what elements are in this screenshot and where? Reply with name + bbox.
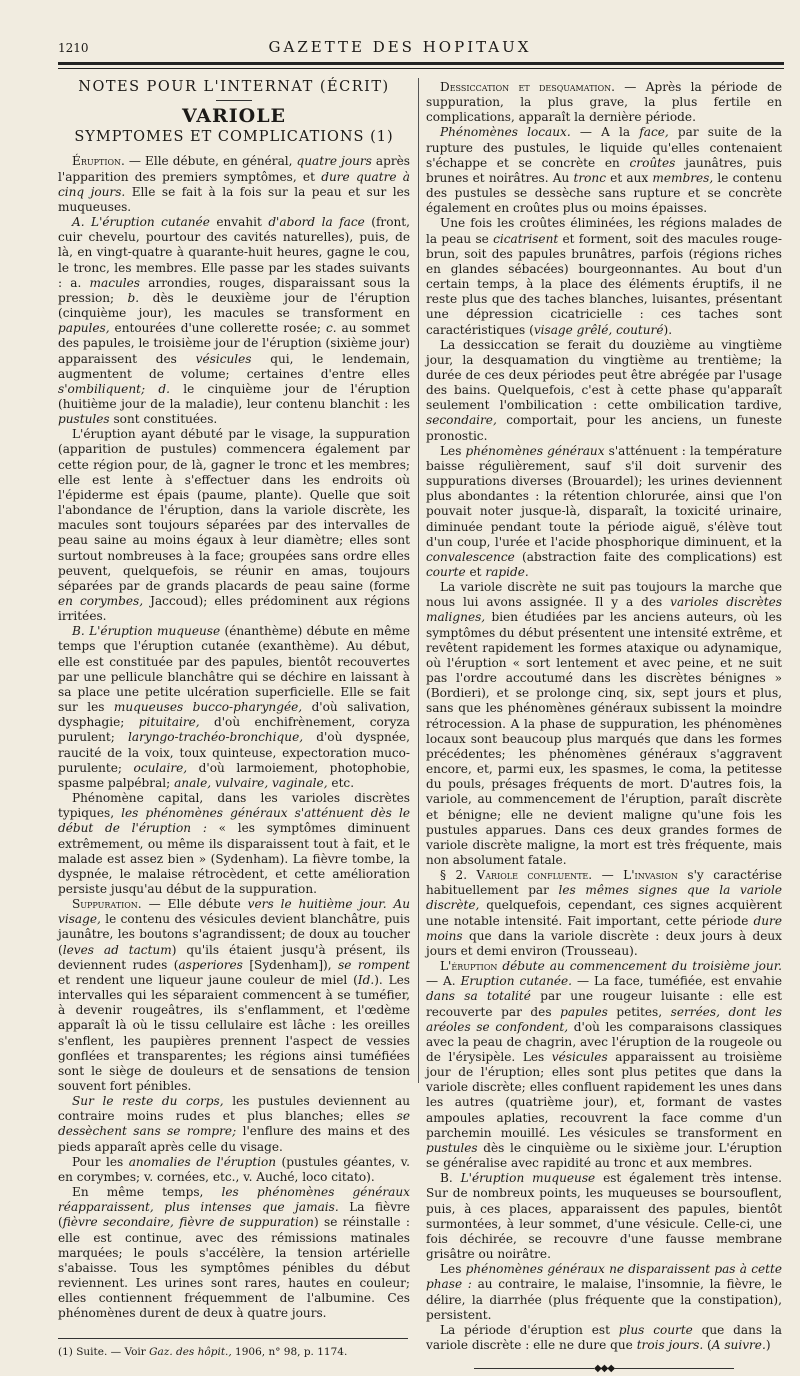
run: ) qu'ils étaient jusqu'à présent, ils deviennent rudes ( bbox=[58, 942, 410, 972]
paragraph-dessiccation bbox=[426, 80, 782, 125]
run-italic: b. bbox=[127, 290, 140, 305]
run-italic: dans sa totalité bbox=[426, 989, 531, 1004]
run-italic: phénomènes généraux bbox=[465, 443, 605, 458]
run-italic: Phénomènes locaux. bbox=[440, 125, 571, 140]
run-italic: cicatrisent bbox=[493, 231, 559, 246]
run-italic: oculaire, bbox=[133, 760, 188, 775]
run-italic: dure quatre à cinq jours. bbox=[58, 169, 410, 199]
run: — bbox=[592, 868, 624, 883]
run: Elle se fait à la fois sur la peau et sur les muqueuses. bbox=[58, 184, 411, 214]
run: et aux bbox=[605, 170, 653, 185]
run-head: Variole confluente. bbox=[476, 868, 593, 883]
paragraph-attenuent bbox=[426, 444, 782, 580]
end-ornament: ◆◆◆ bbox=[426, 1361, 782, 1376]
run-italic: Sur le reste du corps, bbox=[72, 1094, 224, 1109]
run-italic: secondaire, bbox=[426, 413, 497, 428]
paragraph-periode-eruption bbox=[426, 1323, 782, 1353]
run: et forment, soit des macules rouge-brun, soit des papules brunâtres, parfois (régions riches en glandes sébacées) bourgeonnantes. Au bout d'un certain temps, à la place des éléments éruptifs, il ne reste plus que des taches blanches, luisantes, présentant une dépression cicatricielle : ces taches sont caractéristiques ( bbox=[426, 231, 782, 337]
run-italic: visage grêlé, couturé bbox=[533, 322, 664, 337]
run-italic: s'ombiliquent; bbox=[58, 381, 146, 396]
run-italic: papules, bbox=[58, 321, 110, 336]
run: par suite de la rupture des pustules, le liquide qu'elles contenaient s'échappe et se concrète en bbox=[426, 125, 782, 170]
run-italic: courte bbox=[426, 565, 466, 579]
run: d'où salivation, dysphagie; bbox=[58, 700, 410, 730]
run: (énanthème) débute en même temps que l'éruption cutanée (exanthème). Au début, elle est constituée par des papules, bientôt recouvertes par une pellicule blanchâtre qui se déchire en laissant à sa place une petite ulcération superficielle. Elle se fait sur les bbox=[58, 624, 410, 715]
run: le cinquième jour de l'éruption (huitième jour de la maladie), leur contenu blanchit : les bbox=[58, 381, 410, 411]
run-italic: tronc bbox=[573, 170, 606, 185]
run-italic: muqueuses bucco-pharyngée, bbox=[113, 700, 303, 715]
paragraph-eruption bbox=[58, 154, 410, 215]
paragraph-reste-du-corps bbox=[58, 1094, 410, 1155]
run-italic: pustules bbox=[58, 412, 110, 427]
run-italic: anale, vulvaire, vaginale, bbox=[174, 775, 328, 790]
run-head: Éruption. bbox=[72, 154, 125, 169]
run-italic: A. bbox=[72, 215, 92, 230]
run-italic: face, bbox=[639, 125, 669, 140]
run: dès le cinquième ou le sixième jour. L'éruption se généralise avec rapidité au tronc et aux membres. bbox=[426, 1140, 782, 1171]
paragraph-phenomenes-locaux bbox=[426, 125, 782, 216]
paragraph-meme-temps bbox=[58, 1185, 410, 1321]
run-italic: vésicules bbox=[195, 351, 252, 366]
run: Phénomène capital, dans les varioles discrètes typiques, bbox=[58, 791, 410, 821]
run: En même temps, bbox=[72, 1185, 222, 1200]
run: — A la bbox=[570, 125, 640, 140]
paragraph-suppuration bbox=[58, 897, 410, 1094]
paragraph-variole-confluente bbox=[426, 868, 782, 959]
run: 1906, n° 98, p. 1174. bbox=[231, 1345, 348, 1358]
paragraph-face bbox=[58, 427, 410, 624]
run-italic: les mêmes signes que la variole discrète, bbox=[426, 883, 782, 913]
run: La période d'éruption est bbox=[440, 1322, 619, 1337]
run-italic: Eruption cutanée. bbox=[460, 974, 573, 989]
run-italic: se dessèchent sans se rompre; bbox=[58, 1109, 410, 1139]
run-head: L'invasion bbox=[623, 868, 678, 883]
run: comportait, pour les anciens, un funeste pronostic. bbox=[426, 413, 782, 443]
run: envahit bbox=[209, 215, 269, 230]
run-italic: macules bbox=[89, 275, 141, 290]
run bbox=[145, 382, 158, 396]
run: le contenu des pustules se dessèche sans rupture et se concrète également en croûtes plus ou moins épaisses. bbox=[426, 170, 783, 216]
run: ). Les intervalles qui les séparaient commencent à se tuméfier, à devenir rougeâtres, ils s'enflamment, et l'œdème apparaît là où le tissu cellulaire est lâche : les oreilles s'enflent, les paupières prennent l'aspect de vessies gonflées et transparentes; les régions ainsi tuméfiées sont le siège de douleurs et de sensations de tension souvent fort pénibles. bbox=[58, 972, 410, 1093]
run-italic: rapide. bbox=[485, 565, 529, 579]
run-italic: vers le huitième jour. Au visage, bbox=[58, 897, 410, 927]
run: Les bbox=[440, 443, 466, 458]
run: au sommet des papules, le troisième jour de l'éruption (sixième jour) apparaissent des bbox=[58, 321, 410, 366]
column-divider bbox=[418, 78, 419, 1083]
run-italic: leves ad tactum bbox=[62, 942, 172, 957]
run-italic: se rompent bbox=[338, 957, 410, 972]
header-rule-thick bbox=[58, 62, 784, 65]
paragraph-muqueuse-confluente bbox=[426, 1171, 782, 1262]
page-number: 1210 bbox=[58, 41, 89, 55]
footnote-rule bbox=[58, 1338, 408, 1339]
run: bien étudiées par les anciens auteurs, où les symptômes du début présentent une intensité extrême, et revêtent rapidement les formes ataxique ou adynamique, où l'éruption « sort lentement et avec peine, et ne suit pas l'ordre accoutumé dans les discrètes bénignes » (Bordieri), et se prolonge cinq, six, sept jours et plus, sans que les phénomènes généraux subissent la moindre rétrocession. A la phase de suppuration, les phénomènes locaux sont beaucoup plus marqués que dans les formes précédentes; les phénomènes généraux s'aggravent encore, et, parmi eux, les spasmes, le coma, la petitesse du pouls, présages fréquents de mort. D'autres fois, la variole, au commencement de l'éruption, paraît discrète et bénigne; elle ne devient maligne qu'une fois les pustules apparues. Dans ces deux grandes formes de variole discrète maligne, la mort est très fréquente, mais non absolument fatale. bbox=[426, 610, 782, 867]
run: que dans la variole discrète : elle ne dure que bbox=[426, 1322, 782, 1352]
run: jaunâtres, puis brunes et noirâtres. Au bbox=[426, 155, 782, 185]
run: quelquefois, cependant, ces signes acquièrent une notable intensité. Fait important, cette période bbox=[426, 898, 782, 928]
run: (abstraction faite des complications) est bbox=[514, 549, 782, 564]
run: et rendent une liqueur jaune couleur de miel ( bbox=[58, 972, 358, 987]
run-italic: débute au commencement du troisième jour. bbox=[497, 959, 782, 974]
run: — Elle débute bbox=[141, 897, 248, 912]
run: ). bbox=[663, 322, 673, 337]
run: La dessiccation se ferait du douzième au vingtième jour, la desquamation du vingtième au trentième; la durée de ces deux périodes peut être abrégée par l'usage des bains. Quelquefois, c'est à cette phase qu'apparaît seulement l'ombilication : cette ombilication tardive, bbox=[426, 337, 782, 413]
run: est également très intense. Sur de nombreux points, les muqueuses se boursouflent, puis, à ces places, apparaissent des papules, bientôt surmontées, à leur sommet, d'une vésicule. Celle-ci, une fois déchirée, se recouvre d'une fausse membrane grisâtre ou noirâtre. bbox=[426, 1171, 782, 1262]
paragraph-eruption-muqueuse bbox=[58, 624, 410, 791]
run-italic: croûtes bbox=[629, 155, 676, 170]
run: d'où dyspnée, raucité de la voix, toux quinteuse, expectoration muco-purulente; bbox=[58, 730, 410, 775]
run: [Sydenham]), bbox=[242, 957, 339, 972]
run-italic: membres, bbox=[652, 170, 714, 185]
run: Une fois les croûtes éliminées, les régions malades de la peau se bbox=[426, 216, 782, 246]
run: au contraire, le malaise, l'insomnie, la fièvre, le délire, la diarrhée (plus fréquente que la constipation), persistent. bbox=[426, 1277, 782, 1322]
run: arrondies, rouges, disparaissant sous la pression; bbox=[58, 275, 410, 305]
run-italic: L'éruption cutanée bbox=[91, 215, 210, 230]
run: Les bbox=[440, 1262, 466, 1277]
run: et bbox=[465, 565, 486, 579]
run-italic: varioles discrètes malignes, bbox=[426, 595, 782, 625]
run: B. bbox=[440, 1171, 461, 1186]
run-italic: A suivre. bbox=[711, 1337, 766, 1352]
run-italic: B. bbox=[72, 624, 90, 639]
run-italic: pituitaire, bbox=[138, 715, 200, 730]
run-italic: L'éruption muqueuse bbox=[460, 1171, 596, 1186]
run: qui, le lendemain, augmentent de volume; certaines d'entre elles bbox=[58, 351, 410, 381]
paragraph-anomalies bbox=[58, 1155, 410, 1185]
run-italic: vésicules bbox=[551, 1050, 608, 1064]
section-heading: NOTES POUR L'INTERNAT (ÉCRIT) bbox=[78, 79, 390, 95]
paragraph-marche bbox=[426, 580, 782, 868]
run-italic: L'éruption muqueuse bbox=[89, 624, 221, 639]
run: — Après la période de suppuration, la plus grave, la plus fertile en complications, apparaît la dernière période. bbox=[426, 80, 783, 125]
title-rule bbox=[216, 100, 252, 101]
run: (pustules géantes, v. en corymbes; v. cornées, etc., v. Auché, loco citato). bbox=[58, 1154, 411, 1184]
paragraph-dessiccation-duree bbox=[426, 338, 782, 444]
run: (1) Suite. — Voir bbox=[58, 1345, 150, 1358]
run: ( bbox=[703, 1337, 712, 1352]
run-italic: c. bbox=[325, 321, 337, 336]
run-italic: Id. bbox=[357, 972, 375, 987]
run-italic: papules bbox=[560, 1004, 608, 1019]
run-italic: fièvre secondaire, fièvre de suppuration bbox=[62, 1215, 314, 1230]
run-italic: laryngo-trachéo-bronchique, bbox=[128, 730, 304, 745]
paragraph-croutes bbox=[426, 216, 782, 337]
run-head: L'éruption bbox=[440, 959, 498, 974]
run: apparaissent au troisième jour de l'éruption; elles sont plus petites que dans la variole discrète; elles confluent rapidement les unes dans les autres (quatrième jour), et, formant de vastes ampoules aplaties, recouvrent la face comme d'un parchemin mouillé. Les vésicules se transforment en bbox=[426, 1050, 782, 1140]
run-italic: les phénomènes généraux réapparaissent, plus intenses que jamais. bbox=[58, 1185, 410, 1215]
run: La variole discrète ne suit pas toujours la marche que nous lui avons assignée. Il y a des bbox=[426, 580, 782, 610]
run: dès le deuxième jour de l'éruption (cinquième jour), les macules se transforment en bbox=[58, 290, 411, 321]
run: ) bbox=[765, 1337, 771, 1352]
article-title: VARIOLE bbox=[181, 105, 287, 128]
run: sont constituées. bbox=[109, 412, 218, 427]
left-column bbox=[58, 80, 410, 1360]
run: (front, cuir chevelu, pourtour des cavités naturelles), puis, de là, en vingt-quatre à quarante-huit heures, gagne le cou, le tronc, les membres. Elle passe par les stades suivants : a. bbox=[58, 215, 410, 290]
run-italic: pustules bbox=[426, 1140, 478, 1155]
run: les pustules deviennent au contraire moins rudes et plus blanches; elles bbox=[58, 1094, 410, 1124]
paragraph-generaux-confluente bbox=[426, 1262, 782, 1323]
footnote bbox=[58, 1345, 410, 1360]
run-italic: en corymbes, bbox=[58, 594, 144, 608]
run-italic: trois jours. bbox=[636, 1337, 704, 1352]
run: par une rougeur luisante : elle est recouverte par des bbox=[426, 989, 782, 1019]
run: l'enflure des mains et des pieds apparaît après celle du visage. bbox=[58, 1124, 410, 1154]
run: petites, bbox=[607, 1004, 671, 1019]
run: le contenu des vésicules devient blanchâtre, puis jaunâtre, les boutons s'agrandissent; de doux au toucher ( bbox=[58, 912, 410, 957]
run: entourées d'une collerette rosée; bbox=[109, 321, 326, 336]
paragraph-eruption-cutanee bbox=[58, 215, 410, 427]
run-italic: phénomènes généraux ne disparaissent pas à cette phase : bbox=[426, 1262, 782, 1292]
run: Jaccoud); elles prédominent aux régions irritées. bbox=[58, 594, 411, 624]
run-italic: Gaz. des hôpit., bbox=[149, 1345, 232, 1358]
run: d'où larmoiement, photophobie, spasme palpébral; bbox=[58, 760, 410, 790]
run: d'où les comparaisons classiques avec la peau de chagrin, avec l'éruption de la rougeole ou de l'érysipèle. Les bbox=[426, 1019, 782, 1064]
run: — La face, tuméfiée, est envahie bbox=[572, 974, 782, 989]
paragraph-eruption-confluente bbox=[426, 959, 782, 1171]
article-subtitle: SYMPTOMES ET COMPLICATIONS (1) bbox=[74, 129, 394, 146]
run: — A. bbox=[426, 974, 461, 989]
run-head: Suppuration. bbox=[72, 897, 142, 912]
run: s'atténuent : la température baisse régulièrement, sauf s'il doit survenir des suppurations diverses (Brouardel); les urines deviennent plus abondantes : la rétention chlorurée, ainsi que l'on pouvait noter jusque-là, disparaît, la toxicité urinaire, diminuée pendant toute la période aiguë, s'élève tout d'un coup, l'urée et l'acide phosphorique diminuent, et la bbox=[426, 443, 782, 549]
run: — Elle débute, en général, bbox=[124, 154, 297, 169]
run: après l'apparition des premiers symptômes, et bbox=[58, 154, 410, 184]
run-italic: serrées, dont les aréoles se confondent, bbox=[426, 1004, 782, 1034]
run: La fièvre ( bbox=[58, 1200, 410, 1230]
run-italic: d'abord la face bbox=[268, 215, 365, 230]
run: etc. bbox=[327, 775, 355, 790]
header-rule-thin bbox=[58, 68, 784, 69]
journal-title: GAZETTE DES HOPITAUX bbox=[268, 38, 532, 56]
run-italic: les phénomènes généraux s'atténuent dès le début de l'éruption : bbox=[58, 806, 410, 836]
run-italic: dure moins bbox=[426, 913, 782, 943]
run-italic: plus courte bbox=[618, 1322, 693, 1337]
right-column bbox=[426, 80, 782, 1376]
run: ) se réinstalle : elle est continue, avec des rémissions matinales marquées; le pouls s'accélère, la tension artérielle s'abaisse. Tous les symptômes pénibles du début reviennent. Les urines sont rares, hautes en couleur; elles contiennent fréquemment de l'albumine. Ces phénomènes durent de deux à quatre jours. bbox=[58, 1215, 411, 1321]
run-italic: quatre jours bbox=[296, 154, 372, 169]
run-italic: asperiores bbox=[178, 957, 243, 972]
run: Pour les bbox=[72, 1154, 129, 1169]
run-head: Dessiccation et desquamation. bbox=[440, 80, 615, 94]
run-italic: d. bbox=[158, 381, 170, 396]
run: d'où enchifrènement, coryza purulent; bbox=[58, 715, 410, 745]
run: § 2. bbox=[440, 868, 477, 883]
run-italic: anomalies de l'éruption bbox=[128, 1154, 277, 1169]
run: « les symptômes diminuent extrêmement, ou même ils disparaissent tout à fait, et le malade est assez bien » (Sydenham). La fièvre tombe, la dyspnée, le malaise rétrocèdent, et cette amélioration persiste jusqu'au début de la suppuration. bbox=[58, 821, 410, 896]
run: L'éruption ayant débuté par le visage, la suppuration (apparition de pustules) commencera également par cette région pour, de là, gagner le tronc et les membres; elle est lente à s'effectuer dans les endroits où l'épiderme est épais (paume, plante). Quelle que soit l'abondance de l'éruption, dans la variole discrète, les macules sont toujours séparées par des intervalles de peau saine au moins égaux à leur diamètre; elles sont surtout nombreuses à la face; groupées sans ordre elles peuvent, quelquefois, se réunir en amas, toujours séparées par de grands placards de peau saine (forme bbox=[58, 427, 410, 593]
run: s'y caractérise habituellement par bbox=[426, 868, 782, 898]
run: que dans la variole discrète : deux jours à deux jours et demi environ (Trousseau). bbox=[426, 928, 782, 958]
run-italic: convalescence bbox=[426, 549, 515, 564]
paragraph-phenomene-capital bbox=[58, 791, 410, 897]
